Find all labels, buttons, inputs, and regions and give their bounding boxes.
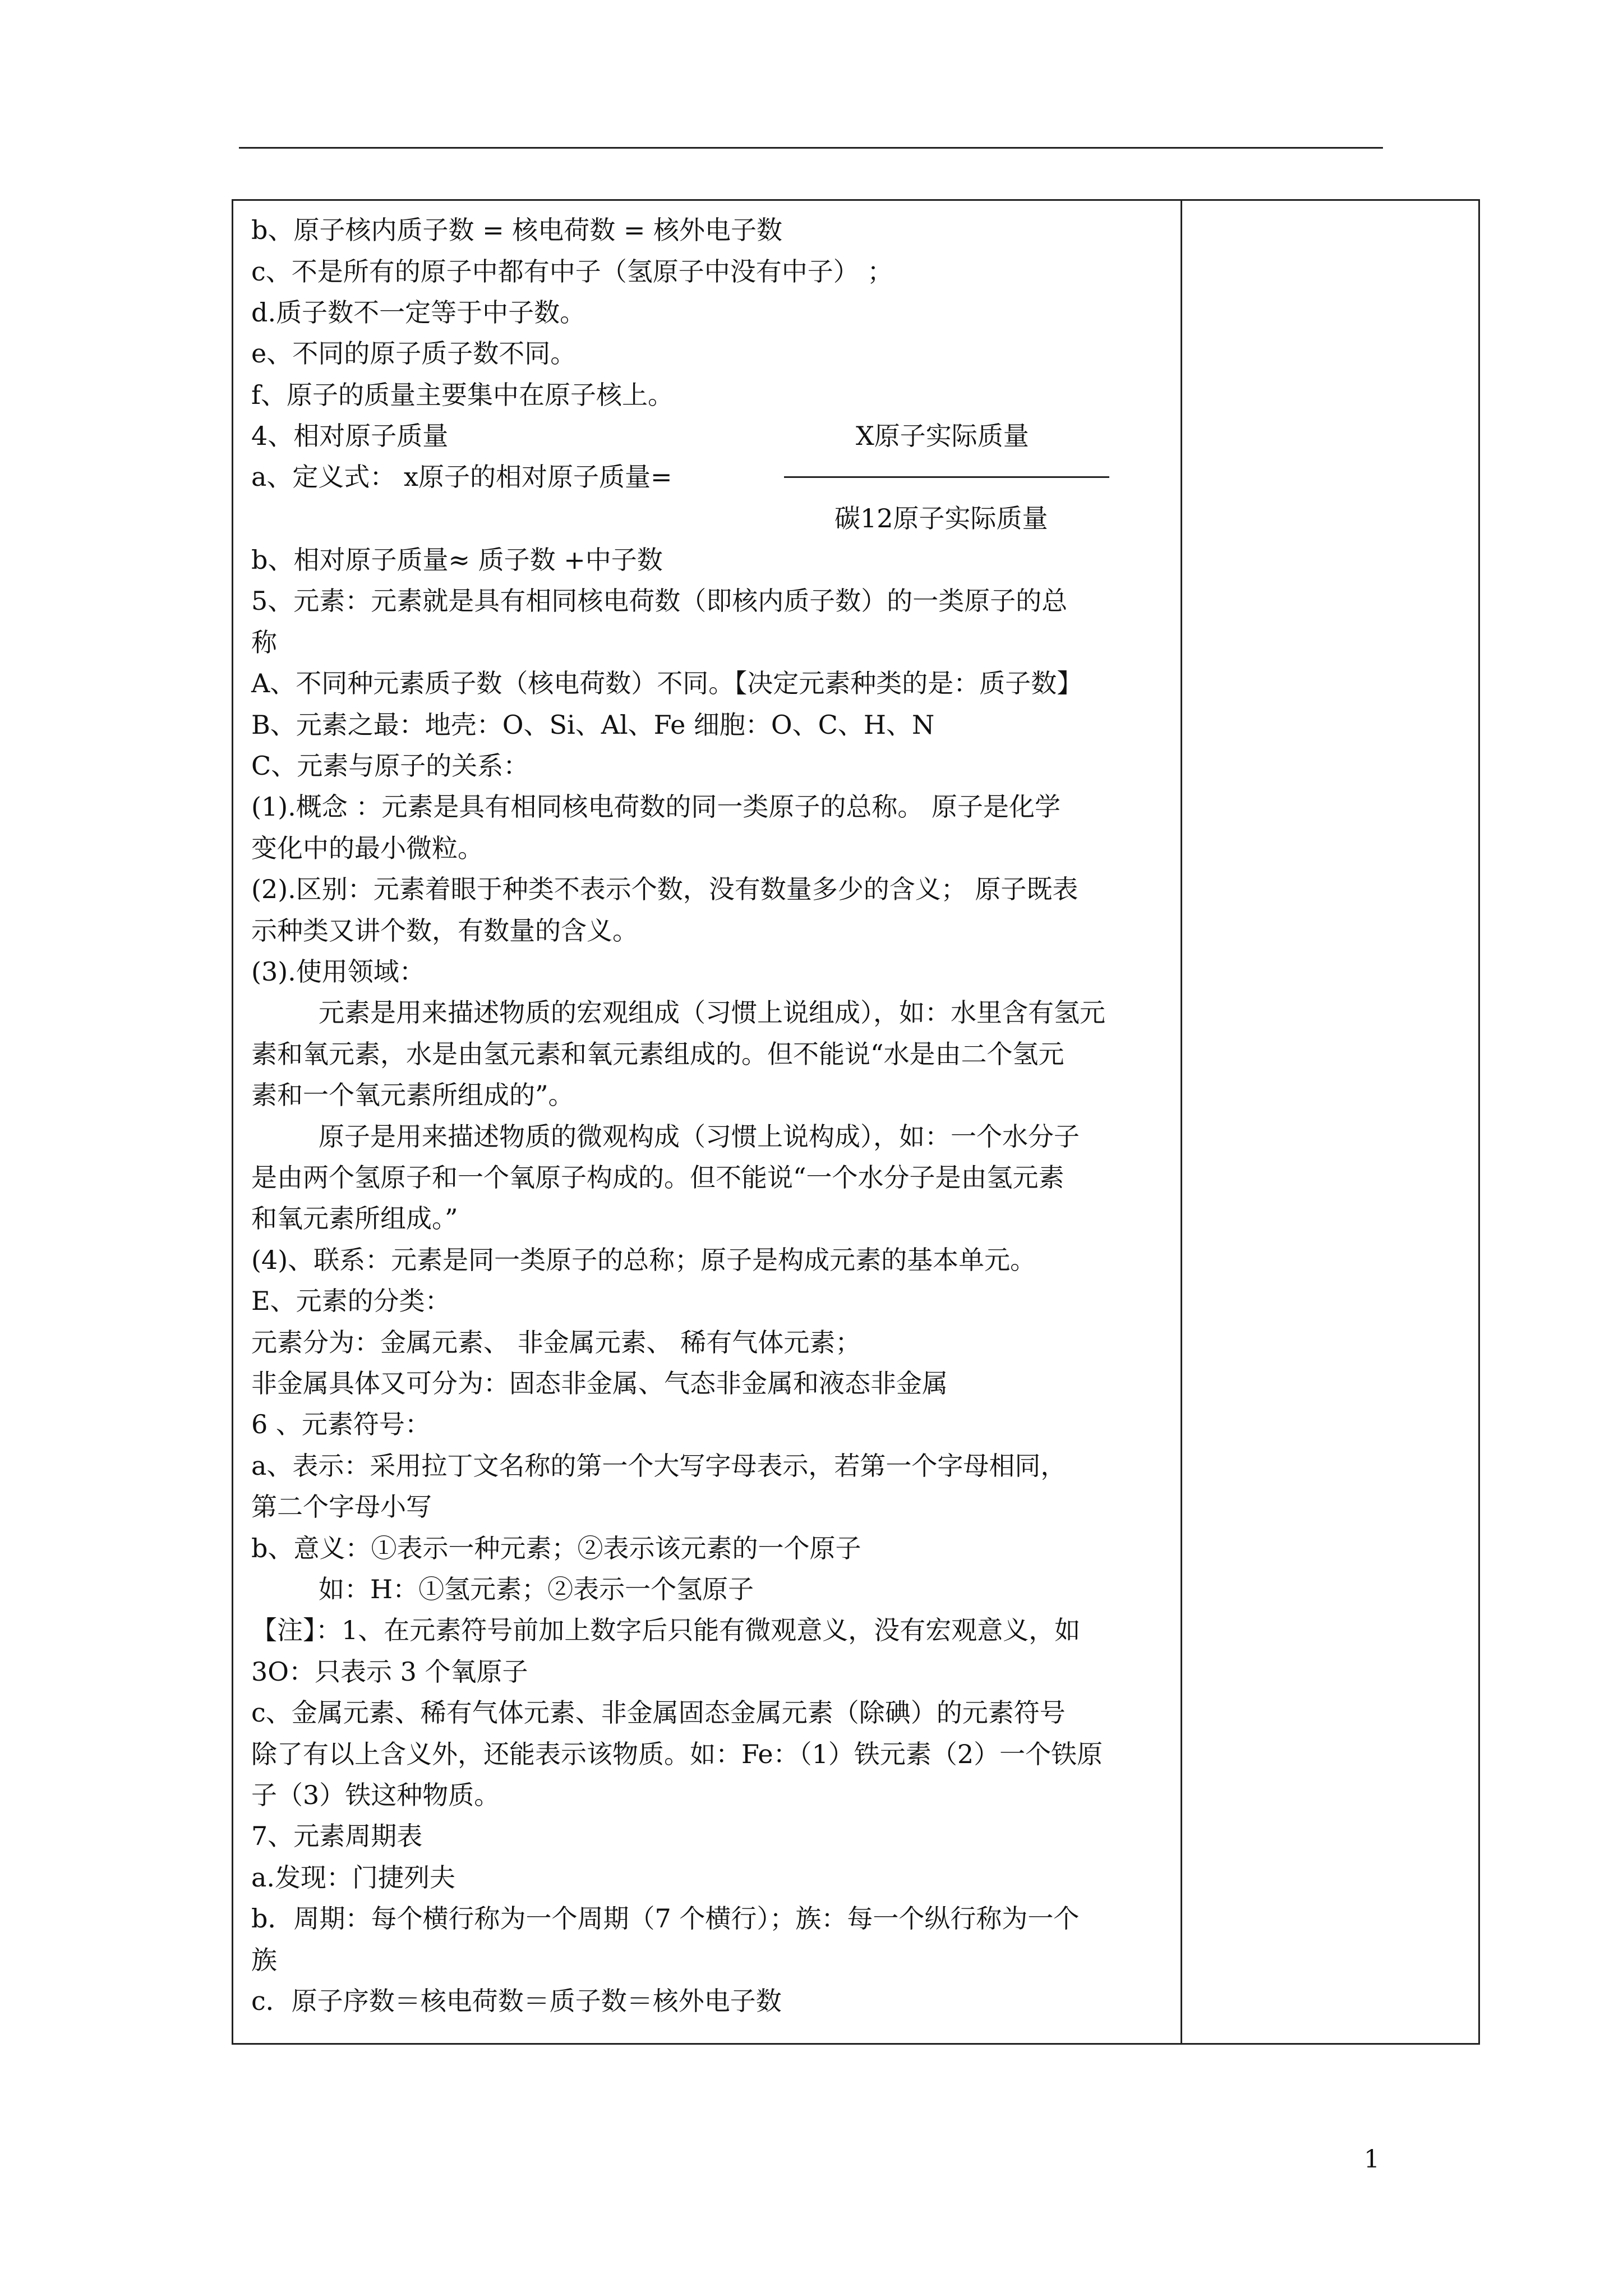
text-line: 非金属具体又可分为：固态非金属、气态非金属和液态非金属 [251,1368,948,1398]
text-line: b、相对原子质量≈ 质子数 +中子数 [251,545,663,575]
text-line: 元素是用来描述物质的宏观组成（习惯上说组成），如：水里含有氢元 [319,997,1105,1028]
text-line: 如：H：①氢元素；②表示一个氢原子 [319,1574,754,1604]
text-line: B、元素之最：地壳：O、Si、Al、Fe 细胞：O、C、H、N [251,710,935,740]
text-line: 除了有以上含义外，还能表示该物质。如：Fe：（1）铁元素（2）一个铁原 [251,1739,1103,1769]
fraction-denominator: 碳12原子实际质量 [834,503,1048,533]
text-line: 变化中的最小微粒。 [251,833,483,863]
text-line: (4)、联系：元素是同一类原子的总称；原子是构成元素的基本单元。 [251,1245,1036,1275]
text-line: (2).区别：元素着眼于种类不表示个数，没有数量多少的含义； 原子既表 [251,874,1078,904]
column-divider [1181,201,1182,2043]
text-line: 示种类又讲个数，有数量的含义。 [251,915,638,946]
fraction-bar [784,476,1109,478]
notes-table [232,199,1480,2045]
text-line: b、原子核内质子数 = 核电荷数 = 核外电子数 [251,215,783,245]
text-line: c、不是所有的原子中都有中子（氢原子中没有中子） ； [251,256,893,287]
text-line: 第二个字母小写 [251,1492,432,1522]
text-line: 是由两个氢原子和一个氧原子构成的。但不能说“一个水分子是由氢元素 [251,1162,1064,1193]
text-line: 子（3）铁这种物质。 [251,1780,500,1810]
text-line: a.发现：门捷列夫 [251,1862,456,1893]
text-line: A、不同种元素质子数（核电荷数）不同。【决定元素种类的是：质子数】 [251,668,1083,698]
text-line: 3O：只表示 3 个氧原子 [251,1657,528,1687]
text-line: (3).使用领域： [251,956,425,987]
text-line: 6 、元素符号： [251,1409,431,1439]
text-line: 素和氧元素，水是由氢元素和氧元素组成的。但不能说“水是由二个氢元 [251,1039,1064,1069]
text-line: b．周期：每个横行称为一个周期（7 个横行）；族：每一个纵行称为一个 [251,1903,1080,1934]
text-line: 和氧元素所组成。” [251,1203,458,1234]
text-line: 5、元素：元素就是具有相同核电荷数（即核内质子数）的一类原子的总 [251,586,1068,616]
text-line: 称 [251,627,277,657]
notes-content [251,201,1177,2043]
text-line: 7、元素周期表 [251,1821,423,1851]
text-line: f、原子的质量主要集中在原子核上。 [251,380,674,410]
text-line: 原子是用来描述物质的微观构成（习惯上说构成），如：一个水分子 [319,1121,1080,1152]
page-number: 1 [1364,2145,1380,2174]
text-line: (1).概念 ：元素是具有相同核电荷数的同一类原子的总称。 原子是化学 [251,792,1061,822]
text-line: 【注】：1、在元素符号前加上数字后只能有微观意义，没有宏观意义，如 [251,1615,1081,1645]
text-line: C、元素与原子的关系： [251,751,529,781]
text-line: 族 [251,1945,277,1975]
text-line: 素和一个氧元素所组成的”。 [251,1080,574,1110]
text-line: c、金属元素、稀有气体元素、非金属固态金属元素（除碘）的元素符号 [251,1697,1066,1728]
text-line: c．原子序数＝核电荷数＝质子数＝核外电子数 [251,1986,782,2016]
definition-formula: a、定义式： x原子的相对原子质量= [251,462,672,492]
header-rule [239,147,1383,149]
text-line: 元素分为：金属元素、 非金属元素、 稀有气体元素； [251,1327,861,1358]
fraction-numerator: X原子实际质量 [856,421,1029,451]
text-line: a、表示：采用拉丁文名称的第一个大写字母表示，若第一个字母相同， [251,1451,1067,1481]
text-line: E、元素的分类： [251,1286,451,1316]
text-line: d.质子数不一定等于中子数。 [251,297,586,328]
text-line: 4、相对原子质量 [251,421,449,451]
text-line: e、不同的原子质子数不同。 [251,338,577,369]
text-line: b、意义：①表示一种元素；②表示该元素的一个原子 [251,1533,861,1563]
